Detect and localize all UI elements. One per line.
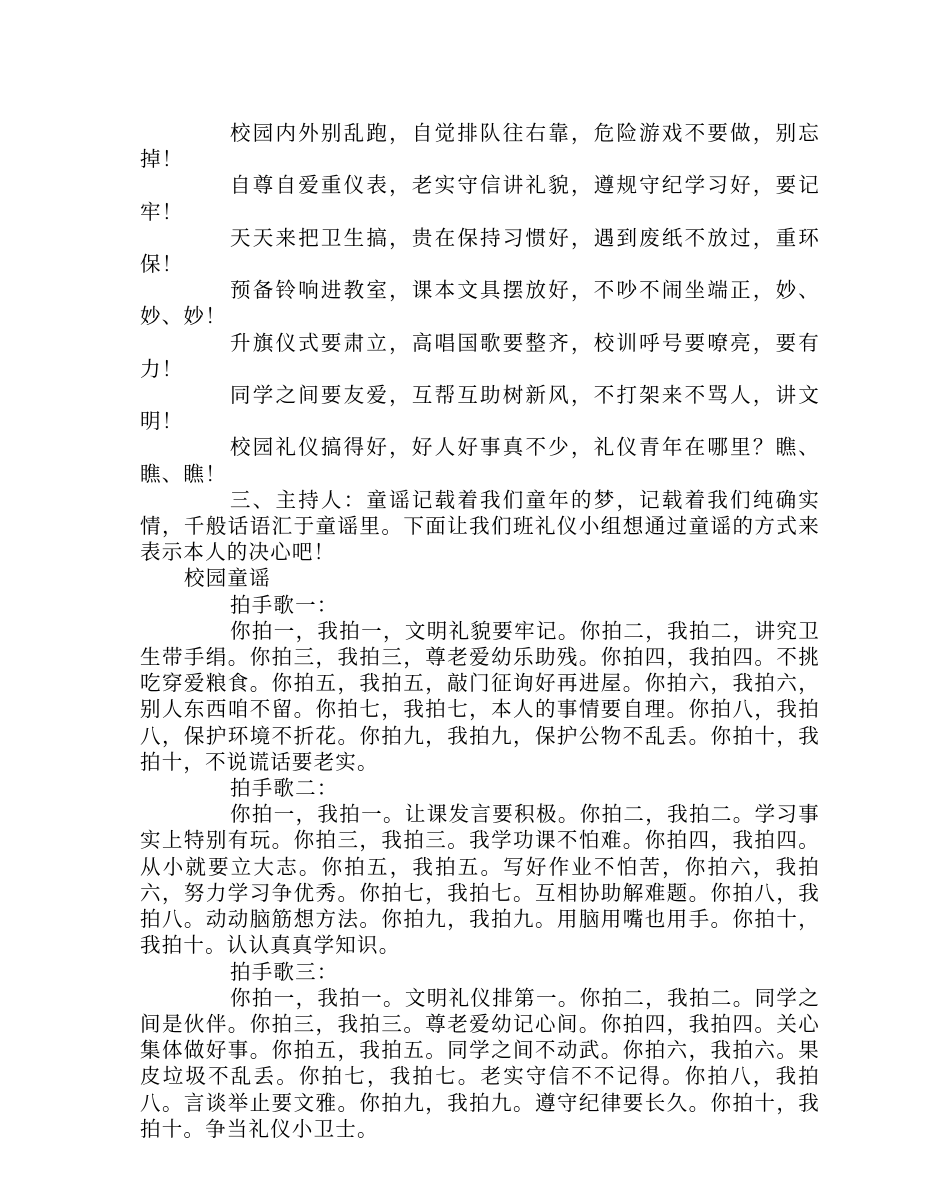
section-title: 校园童谣 bbox=[184, 566, 271, 591]
song-title: 拍手歌一： bbox=[230, 592, 339, 617]
song-text: 你拍一，我拍一，文明礼貌要牢记。你拍二，我拍二，讲究卫生带手绢。你拍三，我拍三，尊老爱幼乐助残。你拍四，我拍四。不挑吃穿爱粮食。你拍五，我拍五，敲门征询好再进屋。你拍六，我拍六，别人东西咱不留。你拍七，我拍七，本人的事情要自理。你拍八，我拍八，保护环境不折花。你拍九，我拍九，保护公物不乱丢。你拍十，我拍十，不说谎话要老实。 bbox=[140, 618, 820, 774]
song-title: 拍手歌二： bbox=[230, 776, 339, 801]
rhyme-line: 天天来把卫生搞，贵在保持习惯好，遇到废纸不放过，重环保！ bbox=[140, 225, 820, 277]
song-text: 你拍一，我拍一。文明礼仪排第一。你拍二，我拍二。同学之间是伙伴。你拍三，我拍三。尊老爱幼记心间。你拍四，我拍四。关心集体做好事。你拍五，我拍五。同学之间不动武。你拍六，我拍六。果皮垃圾不乱丢。你拍七，我拍七。老实守信不不记得。你拍八，我拍八。言谈举止要文雅。你拍九，我拍九。遵守纪律要长久。你拍十，我拍十。争当礼仪小卫士。 bbox=[140, 985, 820, 1141]
rhyme-line: 升旗仪式要肃立，高唱国歌要整齐，校训呼号要嘹亮，要有力！ bbox=[140, 330, 820, 381]
rhyme-line: 校园礼仪搞得好，好人好事真不少，礼仪青年在哪里？瞧、瞧、瞧！ bbox=[140, 435, 820, 486]
document-body bbox=[140, 120, 820, 1142]
rhyme-line: 校园内外别乱跑，自觉排队往右靠，危险游戏不要做，别忘掉！ bbox=[140, 121, 820, 172]
host-paragraph: 三、主持人：童谣记载着我们童年的梦，记载着我们纯确实情，千般话语汇于童谣里。下面让我们班礼仪小组想通过童谣的方式来表示本人的决心吧！ bbox=[140, 487, 820, 565]
rhyme-line: 同学之间要友爱，互帮互助树新风，不打架来不骂人，讲文明！ bbox=[140, 383, 820, 434]
song-text: 你拍一，我拍一。让课发言要积极。你拍二，我拍二。学习事实上特别有玩。你拍三，我拍三。我学功课不怕难。你拍四，我拍四。从小就要立大志。你拍五，我拍五。写好作业不怕苦，你拍六，我拍六，努力学习争优秀。你拍七，我拍七。互相协助解难题。你拍八，我拍八。动动脑筋想方法。你拍九，我拍九。用脑用嘴也用手。你拍十，我拍十。认认真真学知识。 bbox=[140, 802, 820, 958]
rhyme-line: 预备铃响进教室，课本文具摆放好，不吵不闹坐端正，妙、妙、妙！ bbox=[140, 278, 820, 329]
rhyme-line: 自尊自爱重仪表，老实守信讲礼貌，遵规守纪学习好，要记牢！ bbox=[140, 173, 820, 224]
song-title: 拍手歌三： bbox=[230, 959, 339, 984]
